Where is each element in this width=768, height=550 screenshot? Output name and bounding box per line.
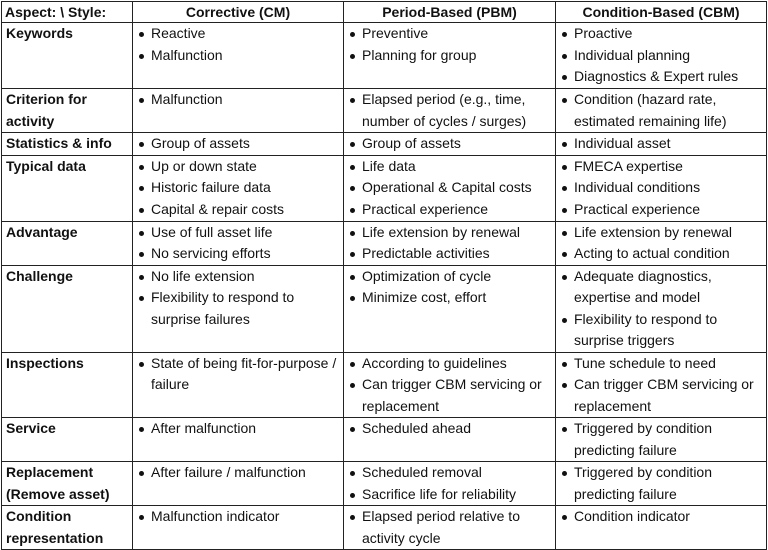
bullet-list bbox=[348, 462, 551, 505]
bullet-list bbox=[348, 266, 551, 309]
bullet-list bbox=[348, 89, 551, 132]
bullet-list bbox=[560, 353, 762, 418]
header-row bbox=[2, 2, 767, 23]
list-item: Elapsed period (e.g., time, number of cycles / surges) bbox=[348, 89, 551, 132]
list-item: Elapsed period relative to activity cycle bbox=[348, 506, 551, 549]
bullet-list bbox=[137, 506, 339, 528]
bullet-list bbox=[348, 133, 551, 155]
list-item: Life extension by renewal bbox=[560, 222, 762, 244]
cm-cell bbox=[133, 89, 344, 133]
cbm-cell bbox=[556, 462, 767, 506]
list-item: Individual asset bbox=[560, 133, 762, 155]
cbm-cell bbox=[556, 89, 767, 133]
bullet-list bbox=[137, 23, 339, 66]
list-item: Group of assets bbox=[348, 133, 551, 155]
list-item: Practical experience bbox=[348, 199, 551, 221]
list-item: Practical experience bbox=[560, 199, 762, 221]
aspect-cell: Typical data bbox=[2, 155, 133, 221]
bullet-list bbox=[560, 418, 762, 461]
cbm-cell bbox=[556, 221, 767, 265]
aspect-cell: Criterion for activity bbox=[2, 89, 133, 133]
list-item: Scheduled ahead bbox=[348, 418, 551, 440]
list-item: Individual conditions bbox=[560, 177, 762, 199]
aspect-cell: Advantage bbox=[2, 221, 133, 265]
list-item: Group of assets bbox=[137, 133, 339, 155]
list-item: Life extension by renewal bbox=[348, 222, 551, 244]
header-period-based: Period-Based (PBM) bbox=[344, 2, 556, 23]
bullet-list bbox=[137, 133, 339, 155]
list-item: Diagnostics & Expert rules bbox=[560, 66, 762, 88]
header-condition-based: Condition-Based (CBM) bbox=[556, 2, 767, 23]
list-item: Preventive bbox=[348, 23, 551, 45]
bullet-list bbox=[137, 156, 339, 221]
list-item: Up or down state bbox=[137, 156, 339, 178]
cm-cell bbox=[133, 155, 344, 221]
aspect-cell: Keywords bbox=[2, 23, 133, 89]
pbm-cell bbox=[344, 133, 556, 156]
pbm-cell bbox=[344, 418, 556, 462]
bullet-list bbox=[137, 266, 339, 331]
bullet-list bbox=[348, 156, 551, 221]
list-item: Optimization of cycle bbox=[348, 266, 551, 288]
list-item: Condition indicator bbox=[560, 506, 762, 528]
bullet-list bbox=[348, 506, 551, 549]
table-body bbox=[2, 23, 767, 550]
table-row bbox=[2, 352, 767, 418]
list-item: No life extension bbox=[137, 266, 339, 288]
aspect-cell: Service bbox=[2, 418, 133, 462]
list-item: Acting to actual condition bbox=[560, 243, 762, 265]
bullet-list bbox=[348, 418, 551, 440]
cbm-cell bbox=[556, 506, 767, 550]
pbm-cell bbox=[344, 89, 556, 133]
table-row bbox=[2, 418, 767, 462]
list-item: According to guidelines bbox=[348, 353, 551, 375]
bullet-list bbox=[560, 462, 762, 505]
list-item: Malfunction indicator bbox=[137, 506, 339, 528]
list-item: Planning for group bbox=[348, 45, 551, 67]
cbm-cell bbox=[556, 155, 767, 221]
cm-cell bbox=[133, 133, 344, 156]
pbm-cell bbox=[344, 506, 556, 550]
aspect-cell: Replacement (Remove asset) bbox=[2, 462, 133, 506]
bullet-list bbox=[348, 222, 551, 265]
list-item: Historic failure data bbox=[137, 177, 339, 199]
list-item: After failure / malfunction bbox=[137, 462, 339, 484]
header-aspect: Aspect: \ Style: bbox=[2, 2, 133, 23]
list-item: Proactive bbox=[560, 23, 762, 45]
list-item: Sacrifice life for reliability bbox=[348, 484, 551, 506]
cm-cell bbox=[133, 221, 344, 265]
bullet-list bbox=[560, 133, 762, 155]
list-item: Triggered by condition predicting failure bbox=[560, 462, 762, 505]
table-row bbox=[2, 133, 767, 156]
bullet-list bbox=[560, 222, 762, 265]
bullet-list bbox=[560, 266, 762, 352]
cm-cell bbox=[133, 352, 344, 418]
list-item: Reactive bbox=[137, 23, 339, 45]
list-item: Can trigger CBM servicing or replacement bbox=[560, 374, 762, 417]
pbm-cell bbox=[344, 221, 556, 265]
list-item: Condition (hazard rate, estimated remaining life) bbox=[560, 89, 762, 132]
bullet-list bbox=[560, 23, 762, 88]
bullet-list bbox=[137, 89, 339, 111]
list-item: Can trigger CBM servicing or replacement bbox=[348, 374, 551, 417]
bullet-list bbox=[560, 506, 762, 528]
bullet-list bbox=[560, 89, 762, 132]
maintenance-strategy-table bbox=[1, 1, 767, 550]
aspect-cell: Challenge bbox=[2, 265, 133, 352]
aspect-cell: Statistics & info bbox=[2, 133, 133, 156]
list-item: Flexibility to respond to surprise failures bbox=[137, 287, 339, 330]
table-row bbox=[2, 89, 767, 133]
cm-cell bbox=[133, 265, 344, 352]
pbm-cell bbox=[344, 352, 556, 418]
list-item: Flexibility to respond to surprise triggers bbox=[560, 309, 762, 352]
cbm-cell bbox=[556, 352, 767, 418]
cbm-cell bbox=[556, 133, 767, 156]
list-item: Minimize cost, effort bbox=[348, 287, 551, 309]
list-item: Adequate diagnostics, expertise and model bbox=[560, 266, 762, 309]
cbm-cell bbox=[556, 418, 767, 462]
list-item: Operational & Capital costs bbox=[348, 177, 551, 199]
list-item: Individual planning bbox=[560, 45, 762, 67]
bullet-list bbox=[560, 156, 762, 221]
list-item: Scheduled removal bbox=[348, 462, 551, 484]
header-corrective: Corrective (CM) bbox=[133, 2, 344, 23]
list-item: Tune schedule to need bbox=[560, 353, 762, 375]
cbm-cell bbox=[556, 265, 767, 352]
list-item: FMECA expertise bbox=[560, 156, 762, 178]
aspect-cell: Condition representation bbox=[2, 506, 133, 550]
aspect-cell: Inspections bbox=[2, 352, 133, 418]
table-row bbox=[2, 221, 767, 265]
bullet-list bbox=[348, 23, 551, 66]
list-item: Malfunction bbox=[137, 89, 339, 111]
list-item: No servicing efforts bbox=[137, 243, 339, 265]
cm-cell bbox=[133, 418, 344, 462]
bullet-list bbox=[137, 418, 339, 440]
cm-cell bbox=[133, 462, 344, 506]
table-row bbox=[2, 155, 767, 221]
table-row bbox=[2, 265, 767, 352]
list-item: After malfunction bbox=[137, 418, 339, 440]
list-item: Predictable activities bbox=[348, 243, 551, 265]
pbm-cell bbox=[344, 155, 556, 221]
bullet-list bbox=[137, 222, 339, 265]
list-item: Triggered by condition predicting failure bbox=[560, 418, 762, 461]
pbm-cell bbox=[344, 462, 556, 506]
list-item: State of being fit-for-purpose / failure bbox=[137, 353, 339, 396]
table-row bbox=[2, 462, 767, 506]
cbm-cell bbox=[556, 23, 767, 89]
list-item: Malfunction bbox=[137, 45, 339, 67]
pbm-cell bbox=[344, 23, 556, 89]
list-item: Life data bbox=[348, 156, 551, 178]
cm-cell bbox=[133, 506, 344, 550]
list-item: Capital & repair costs bbox=[137, 199, 339, 221]
table-row bbox=[2, 506, 767, 550]
cm-cell bbox=[133, 23, 344, 89]
table-row bbox=[2, 23, 767, 89]
bullet-list bbox=[137, 462, 339, 484]
bullet-list bbox=[137, 353, 339, 396]
bullet-list bbox=[348, 353, 551, 418]
pbm-cell bbox=[344, 265, 556, 352]
list-item: Use of full asset life bbox=[137, 222, 339, 244]
